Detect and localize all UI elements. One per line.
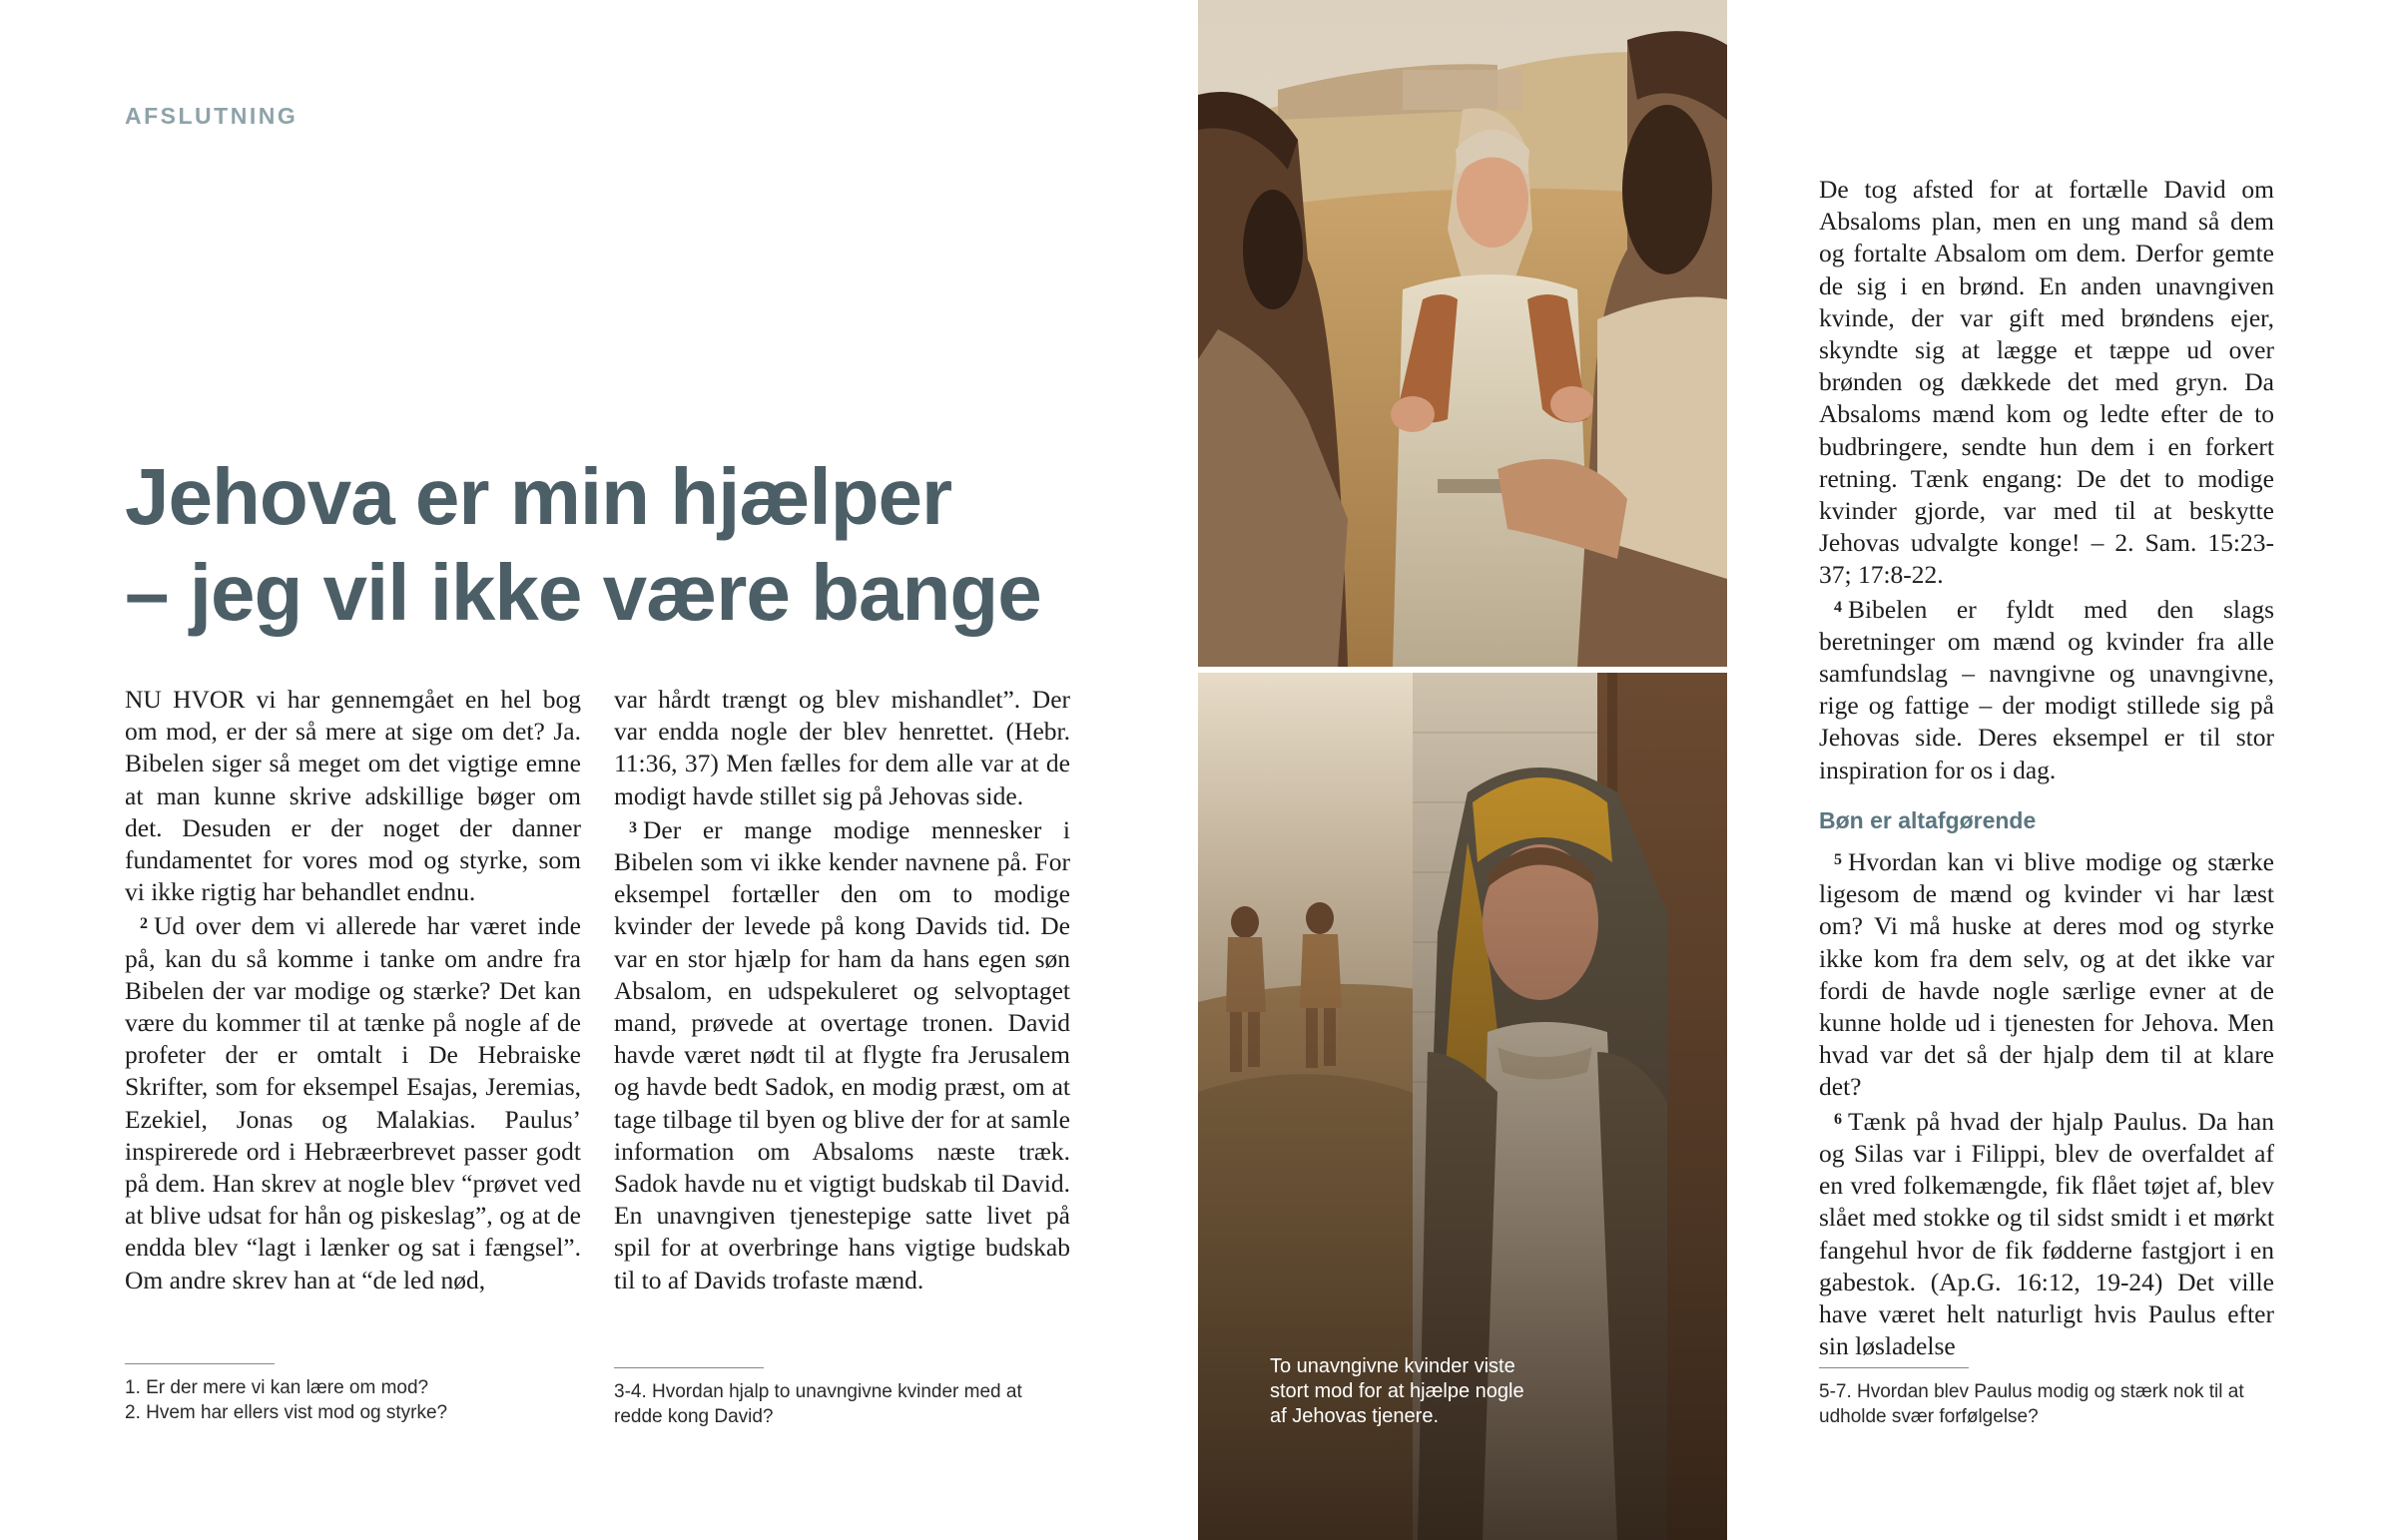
paragraph-3 (614, 812, 1070, 1296)
title-line-2: – jeg vil ikke være bange (125, 548, 1041, 637)
paragraph-number: 2 (140, 915, 148, 933)
section-kicker: AFSLUTNING (125, 103, 299, 129)
footnote-divider (614, 1367, 764, 1368)
text-column-2 (614, 684, 1070, 1296)
page-title (125, 449, 1123, 641)
study-question: 2. Hvem har ellers vist mod og styrke? (125, 1402, 448, 1423)
paragraph-6 (1819, 1104, 2274, 1363)
paragraph-number: 3 (629, 818, 637, 836)
title-line-1: Jehova er min hjælper (125, 452, 952, 541)
text-column-3 (1819, 174, 2274, 1362)
paragraph-text: Ud over dem vi allerede har været inde på, kan du så komme i tanke om andre fra Bibelen der var modige og stærke? Det kan være du kommer til at tænke på nogle af de profeter der er omtalt i De Hebraiske Skrifter, som for eksempel Esajas, Jeremias, Ezekiel, Jonas og Malakias. Paulus’ inspirerede ord i Hebræerbrevet passer godt på dem. Han skrev at nogle blev “prøvet ved at blive udsat for hån og piskeslag”, og at de endda blev “lagt i lænker og sat i fængsel”. Om andre skrev han at “de led nød, (125, 911, 581, 1294)
study-questions-3-4 (614, 1379, 1022, 1429)
paragraph-text: Hvordan kan vi blive modige og stærke ligesom de mænd og kvinder vi har læst om? Vi må huske at deres mod og styrke ikke kom fra dem selv, og at det ikke var fordi de havde nogle særlige evner at de kunne holde ud i tjenesten for Jehova. Men hvad var det så der hjalp dem til at klare det? (1819, 847, 2274, 1102)
study-question: udholde svær forfølgelse? (1819, 1406, 2039, 1427)
paragraph-number: 6 (1834, 1110, 1842, 1128)
paragraph-number: 4 (1834, 598, 1842, 616)
paragraph-number: 5 (1834, 851, 1842, 869)
paragraph-text: Tænk på hvad der hjalp Paulus. Da han og Silas var i Filippi, blev de overfaldet af en vred folkemængde, fik flået tøjet af, blev slået med stokke og til sidst smidt i et mørkt fangehul hvor de fik fødderne fastgjort i en gabestok. (Ap.G. 16:12, 19-24) Det ville have været helt naturligt hvis Paulus efter sin løsladelse (1819, 1106, 2274, 1361)
study-question: redde kong David? (614, 1406, 774, 1427)
study-questions-5-7 (1819, 1379, 2244, 1429)
paragraph-3-continued: De tog afsted for at fortælle David om Absaloms plan, men en ung mand så dem og fortalte Absalom om dem. Derfor gemte de sig i en brønd. En anden unavngiven kvinde, der var gift med brøndens ejer, skyndte sig at lægge et tæppe ud over brønden og dækkede det med gryn. Da Absaloms mænd kom og ledte efter de to budbringere, sendte hun dem i en forkert retning. Tænk engang: De det to modige kvinder gjorde, var med til at beskytte Jehovas udvalgte konge! – 2. Sam. 15:23-37; 17:8-22. (1819, 175, 2274, 590)
paragraph-text: Der er mange modige mennesker i Bibelen som vi ikke kender navnene på. For eksempel fortæller den om to modige kvinder der levede på kong Davids tid. De var en stor hjælp for ham da hans egen søn Absalom, en udspekuleret og selvoptaget mand, prøvede at overtage tronen. David havde været nødt til at flygte fra Jerusalem og havde bedt Sadok, en modig præst, om at tage tilbage til byen og blive der for at samle information om Absaloms næste træk. Sadok havde nu et vigtigt budskab til David. En unavngiven tjenestepige satte livet på spil for at overbringe hans vigtige budskab til to af Davids trofaste mænd. (614, 814, 1070, 1294)
paragraph-text: Bibelen er fyldt med den slags beretninger om mænd og kvinder fra alle samfundslag – navngivne og unavngivne, rige og fattige – der modigt stillede sig på Jehovas side. Deres eksempel er til stor inspiration for os i dag. (1819, 594, 2274, 784)
text-column-1 (125, 684, 581, 1296)
study-questions-1-2 (125, 1375, 447, 1425)
paragraph-1: NU HVOR vi har gennemgået en hel bog om mod, er der så mere at sige om det? Ja. Bibelen siger så meget om det vigtige emne at man kunne skrive adskillige bøger om det. Desuden er der noget der danner fundamentet for vores mod og styrke, som vi ikke rigtig har behandlet endnu. (125, 685, 581, 907)
illustration-woman-with-two-men (1198, 0, 1727, 667)
paragraph-2-continued: var hårdt trængt og blev mishandlet”. Der var endda nogle der blev henrettet. (Hebr. 11:36, 37) Men fælles for dem alle var at de modigt havde stillet sig på Jehovas side. (614, 685, 1070, 810)
caption-line: stort mod for at hjælpe nogle (1270, 1380, 1524, 1402)
caption-line: To unavngivne kvinder viste (1270, 1355, 1515, 1377)
paragraph-5 (1819, 844, 2274, 1104)
section-subheading: Bøn er altafgørende (1819, 806, 2037, 833)
footnote-divider (1819, 1367, 1969, 1368)
image-caption (1270, 1354, 1599, 1429)
paragraph-2 (125, 908, 581, 1295)
caption-line: af Jehovas tjenere. (1270, 1405, 1439, 1427)
paragraph-4 (1819, 592, 2274, 786)
study-question: 3-4. Hvordan hjalp to unavngivne kvinder med at (614, 1381, 1022, 1402)
footnote-divider (125, 1363, 275, 1364)
study-question: 1. Er der mere vi kan lære om mod? (125, 1377, 429, 1398)
study-question: 5-7. Hvordan blev Paulus modig og stærk nok til at (1819, 1381, 2244, 1402)
